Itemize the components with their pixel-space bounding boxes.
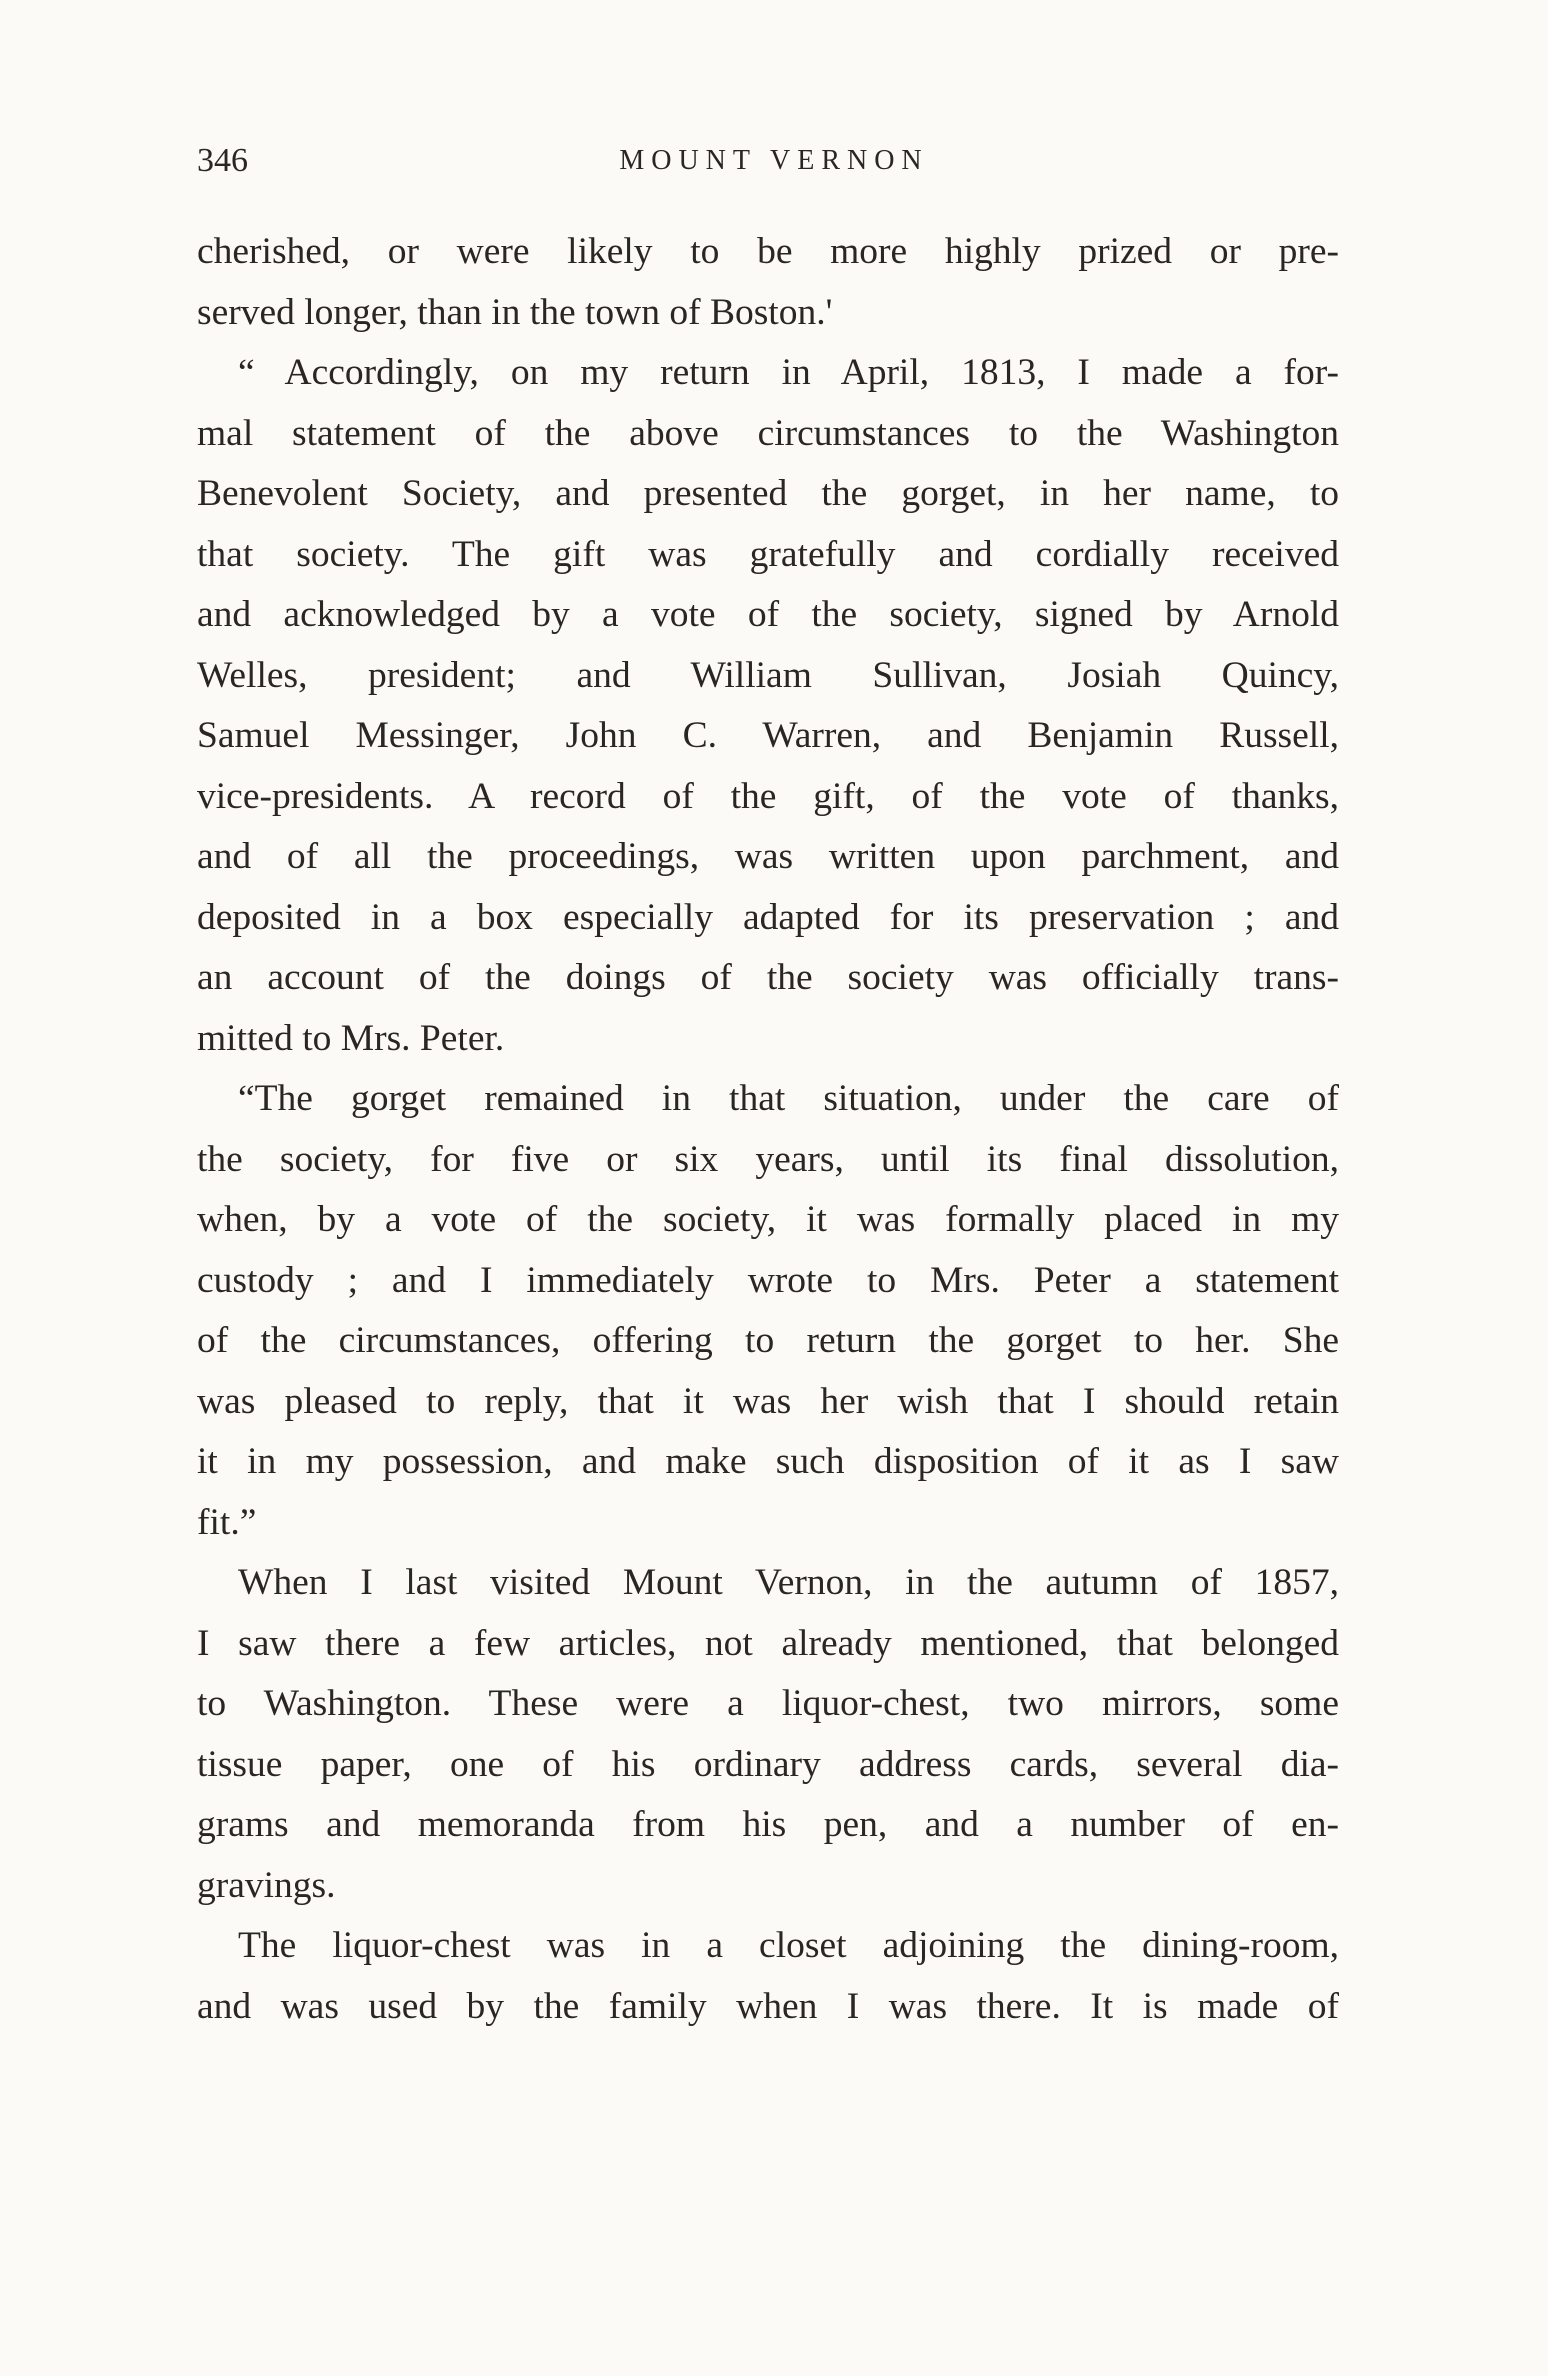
text-line: I saw there a few articles, not already mentioned, that belonged <box>197 1622 1339 1664</box>
text-line: and was used by the family when I was there. It is made of <box>197 1985 1339 2027</box>
text-line: tissue paper, one of his ordinary address cards, several dia- <box>197 1743 1339 1785</box>
text-line: Welles, president; and William Sullivan, Josiah Quincy, <box>197 654 1339 696</box>
text-line: to Washington. These were a liquor-chest, two mirrors, some <box>197 1683 1339 1724</box>
text-line: of the circumstances, offering to return the gorget to her. She <box>197 1320 1339 1361</box>
text-line: When I last visited Mount Vernon, in the autumn of 1857, <box>238 1562 1339 1603</box>
text-line: Samuel Messinger, John C. Warren, and Benjamin Russell, <box>197 715 1339 756</box>
page-number: 346 <box>197 142 248 179</box>
text-line: mitted to Mrs. Peter. <box>197 1017 505 1059</box>
text-line: Benevolent Society, and presented the gorget, in her name, to <box>197 473 1339 514</box>
text-line: “The gorget remained in that situation, under the care of <box>238 1078 1339 1119</box>
text-line: and acknowledged by a vote of the society, signed by Arnold <box>197 594 1339 635</box>
text-line: mal statement of the above circumstances to the Washington <box>197 412 1339 454</box>
text-line: served longer, than in the town of Boston.' <box>197 291 833 333</box>
text-line: it in my possession, and make such disposition of it as I saw <box>197 1441 1339 1482</box>
text-line: was pleased to reply, that it was her wish that I should retain <box>197 1380 1339 1422</box>
body-text <box>197 222 1339 2037</box>
text-line: when, by a vote of the society, it was formally placed in my <box>197 1199 1339 1240</box>
text-line: vice-presidents. A record of the gift, of the vote of thanks, <box>197 775 1339 817</box>
text-line: gravings. <box>197 1864 336 1906</box>
text-line: “ Accordingly, on my return in April, 1813, I made a for- <box>238 352 1339 393</box>
text-line: deposited in a box especially adapted for its preservation ; and <box>197 896 1339 938</box>
text-line: The liquor-chest was in a closet adjoining the dining-room, <box>238 1925 1339 1966</box>
text-line: cherished, or were likely to be more highly prized or pre- <box>197 231 1339 272</box>
text-line: and of all the proceedings, was written upon parchment, and <box>197 836 1339 877</box>
text-line: grams and memoranda from his pen, and a number of en- <box>197 1804 1339 1845</box>
running-head <box>0 136 1548 186</box>
text-line: fit.” <box>197 1501 257 1543</box>
text-line: the society, for five or six years, until its final dissolution, <box>197 1138 1339 1180</box>
text-line: an account of the doings of the society was officially trans- <box>197 957 1339 998</box>
running-title: MOUNT VERNON <box>619 145 929 176</box>
text-line: that society. The gift was gratefully and cordially received <box>197 533 1339 575</box>
text-line: custody ; and I immediately wrote to Mrs. Peter a statement <box>197 1259 1339 1301</box>
